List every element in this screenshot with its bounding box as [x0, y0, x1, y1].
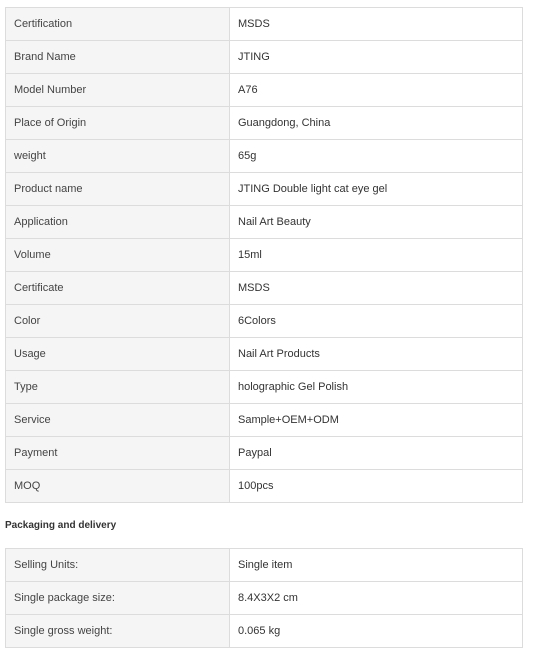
table-row	[6, 41, 523, 74]
table-row	[6, 8, 523, 41]
table-row	[6, 206, 523, 239]
attribute-key: Certification	[6, 8, 230, 41]
attribute-value: 6Colors	[230, 305, 523, 338]
attribute-key: Application	[6, 206, 230, 239]
attribute-value: Sample+OEM+ODM	[230, 404, 523, 437]
attribute-value: 15ml	[230, 239, 523, 272]
packaging-delivery-table	[5, 548, 523, 648]
table-row	[6, 582, 523, 615]
attribute-key: Payment	[6, 437, 230, 470]
table-row	[6, 338, 523, 371]
table-row	[6, 140, 523, 173]
packaging-section-heading: Packaging and delivery	[5, 520, 117, 531]
table-row	[6, 437, 523, 470]
attribute-value: Paypal	[230, 437, 523, 470]
attribute-value: MSDS	[230, 8, 523, 41]
attribute-key: Service	[6, 404, 230, 437]
table-row	[6, 470, 523, 503]
attribute-value: JTING	[230, 41, 523, 74]
attribute-key: Color	[6, 305, 230, 338]
packaging-key: Single package size:	[6, 582, 230, 615]
attribute-value: 65g	[230, 140, 523, 173]
packaging-value: 0.065 kg	[230, 615, 523, 648]
table-row	[6, 615, 523, 648]
attribute-key: Model Number	[6, 74, 230, 107]
packaging-value: Single item	[230, 549, 523, 582]
packaging-value: 8.4X3X2 cm	[230, 582, 523, 615]
attribute-key: MOQ	[6, 470, 230, 503]
packaging-key: Single gross weight:	[6, 615, 230, 648]
attribute-value: JTING Double light cat eye gel	[230, 173, 523, 206]
attribute-key: Certificate	[6, 272, 230, 305]
table-row	[6, 549, 523, 582]
attribute-key: Brand Name	[6, 41, 230, 74]
table-row	[6, 173, 523, 206]
table-row	[6, 404, 523, 437]
attribute-key: Volume	[6, 239, 230, 272]
attribute-value: Nail Art Beauty	[230, 206, 523, 239]
packaging-key: Selling Units:	[6, 549, 230, 582]
attribute-value: Nail Art Products	[230, 338, 523, 371]
attribute-value: MSDS	[230, 272, 523, 305]
attribute-value: 100pcs	[230, 470, 523, 503]
attribute-key: Product name	[6, 173, 230, 206]
attribute-value: Guangdong, China	[230, 107, 523, 140]
attribute-key: Place of Origin	[6, 107, 230, 140]
product-attributes-table	[5, 7, 523, 503]
attribute-key: Type	[6, 371, 230, 404]
attribute-key: weight	[6, 140, 230, 173]
table-row	[6, 74, 523, 107]
attribute-key: Usage	[6, 338, 230, 371]
attribute-value: A76	[230, 74, 523, 107]
table-row	[6, 107, 523, 140]
table-row	[6, 239, 523, 272]
table-row	[6, 305, 523, 338]
attribute-value: holographic Gel Polish	[230, 371, 523, 404]
table-row	[6, 272, 523, 305]
table-row	[6, 371, 523, 404]
